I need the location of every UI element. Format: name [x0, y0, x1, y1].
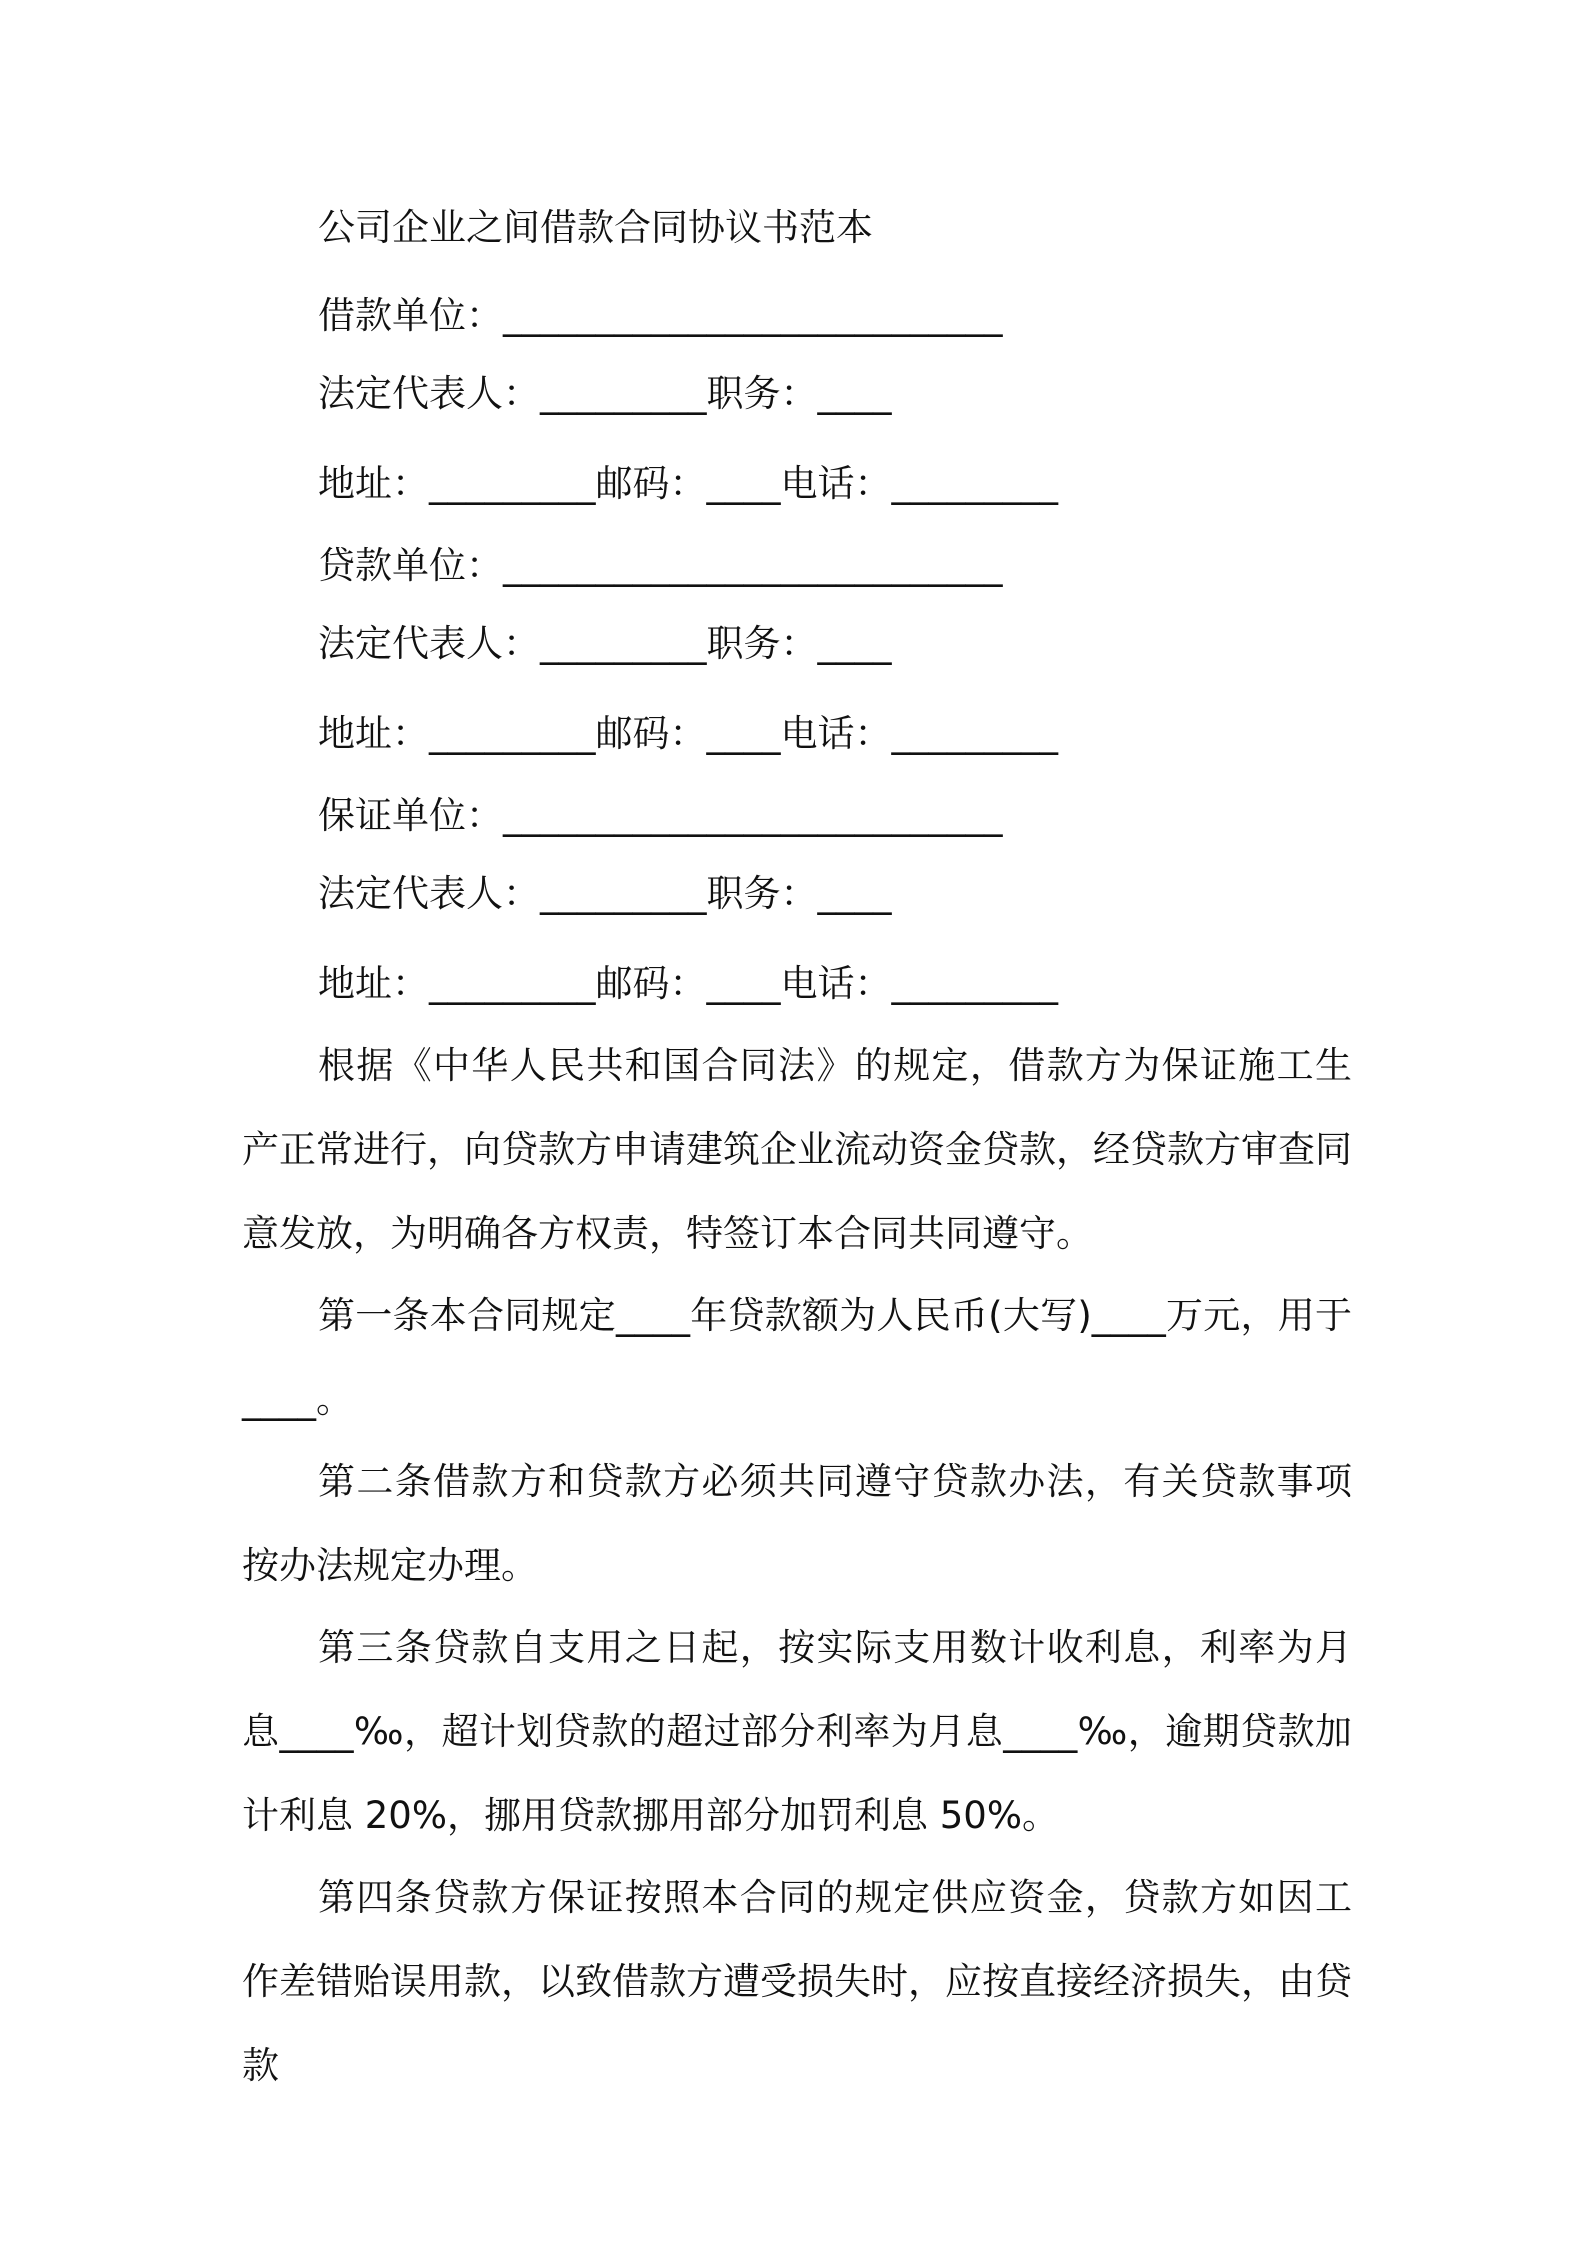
article-2-paragraph: 第二条借款方和贷款方必须共同遵守贷款办法，有关贷款事项按办法规定办理。 — [242, 1460, 1352, 1587]
article-3-paragraph: 第三条贷款自支用之日起，按实际支用数计收利息，利率为月息____‰，超计划贷款的超过部分利率为月息____‰，逾期贷款加计利息 20%，挪用贷款挪用部分加罚利息 50%。 — [242, 1626, 1352, 1837]
guarantor-rep-line: 法定代表人：_________职务：____ — [318, 872, 892, 915]
article-1-paragraph: 第一条本合同规定____年贷款额为人民币(大写)____万元，用于____。 — [242, 1294, 1352, 1421]
guarantor-unit-line: 保证单位：___________________________ — [318, 794, 1003, 837]
borrower-address-line: 地址：_________邮码：____电话：_________ — [318, 462, 1058, 505]
document-title: 公司企业之间借款合同协议书范本 — [318, 206, 873, 249]
guarantor-address-line: 地址：_________邮码：____电话：_________ — [318, 962, 1058, 1005]
borrower-rep-line: 法定代表人：_________职务：____ — [318, 372, 892, 415]
lender-unit-line: 贷款单位：___________________________ — [318, 544, 1003, 587]
article-4-paragraph: 第四条贷款方保证按照本合同的规定供应资金，贷款方如因工作差错贻误用款，以致借款方遭受损失时，应按直接经济损失，由贷款 — [242, 1876, 1352, 2087]
lender-address-line: 地址：_________邮码：____电话：_________ — [318, 712, 1058, 755]
lender-rep-line: 法定代表人：_________职务：____ — [318, 622, 892, 665]
preamble-paragraph: 根据《中华人民共和国合同法》的规定，借款方为保证施工生产正常进行，向贷款方申请建筑企业流动资金贷款，经贷款方审查同意发放，为明确各方权责，特签订本合同共同遵守。 — [242, 1044, 1352, 1255]
borrower-unit-line: 借款单位：___________________________ — [318, 294, 1003, 337]
